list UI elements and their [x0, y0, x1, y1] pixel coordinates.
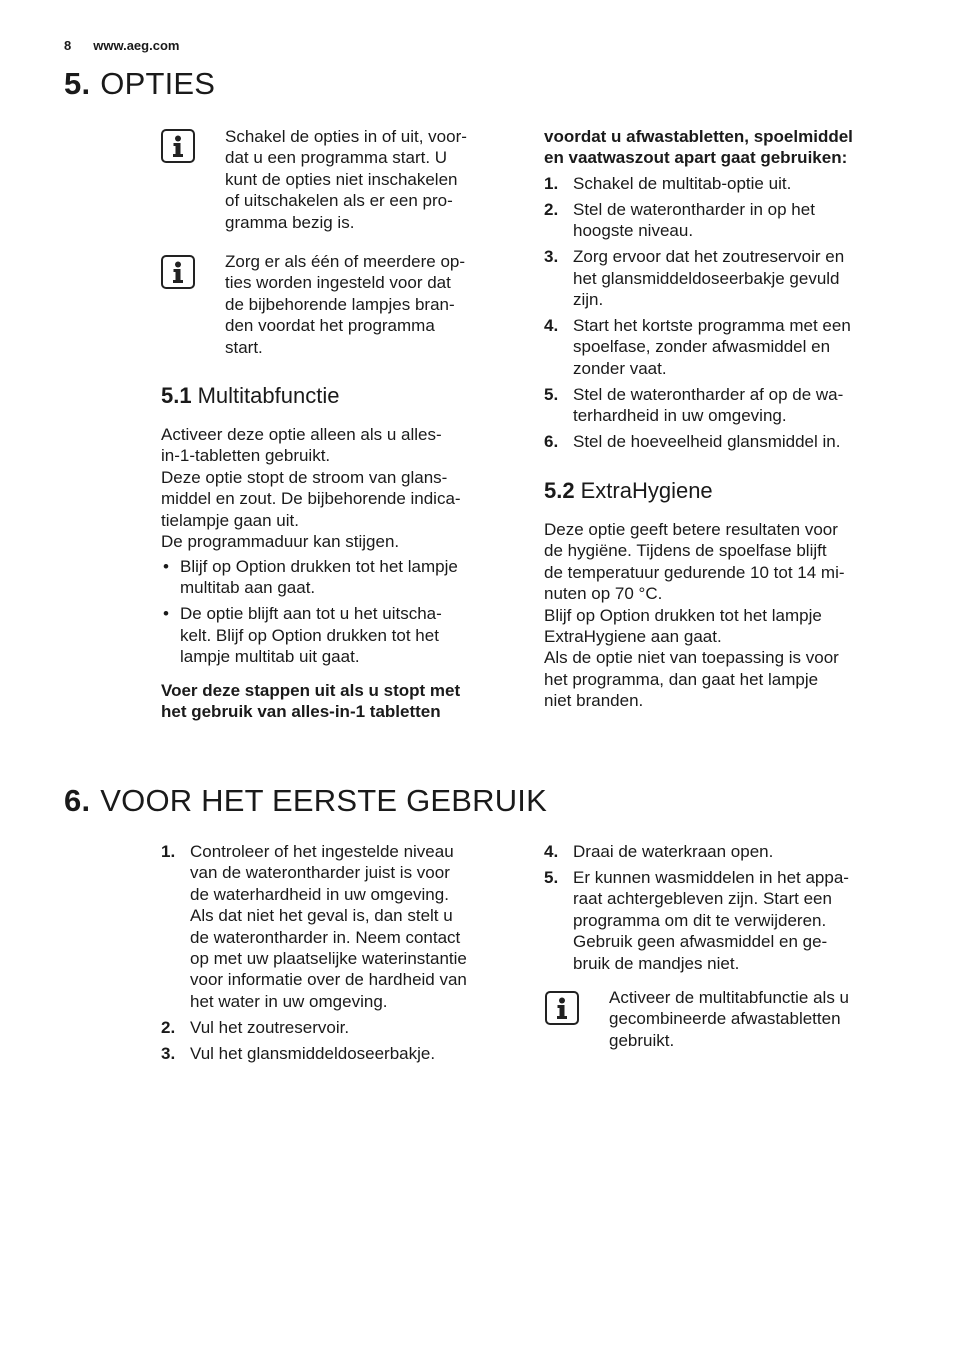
info-icon	[545, 991, 579, 1025]
multitab-bullets	[161, 556, 458, 672]
section-6-heading	[64, 783, 547, 819]
steps-intro-continued: voordat u afwastabletten, spoelmiddel en vaatwaszout apart gaat gebruiken:	[544, 127, 853, 168]
multitab-steps	[544, 173, 851, 457]
list-item: 3. Zorg ervoor dat het zoutreservoir en het glansmiddeldoseerbakje gevuld zijn.	[544, 247, 845, 310]
note-multitab: Activeer de multitabfunctie als u gecombineerde afwastabletten gebruikt.	[609, 988, 850, 1050]
subsection-5-1-heading: 5.1 Multitabfunctie	[161, 383, 340, 408]
subsection-5-2-heading: 5.2 ExtraHygiene	[544, 478, 713, 503]
first-use-steps-left	[161, 841, 467, 1069]
list-item: 4. Start het kortste programma met een spoelfase, zonder afwasmiddel en zonder vaat.	[544, 315, 851, 378]
first-use-steps-right	[544, 841, 849, 978]
list-item: 2. Vul het zoutreservoir.	[161, 1017, 350, 1037]
extrahygiene-description: Deze optie geeft betere resultaten voor de hygiëne. Tijdens de spoelfase blijft de temperatuur gedurende 10 tot 14 mi- nuten op 70 °C. Blijf op Option drukken tot het lampje ExtraHygiene aan gaat. Als de optie niet van toepassing is voor het programma, dan gaat het lampje niet branden.	[544, 520, 845, 711]
list-item: 2. Stel de waterontharder in op het hoogste niveau.	[544, 199, 815, 241]
list-item: • De optie blijft aan tot u het uitscha- kelt. Blijf op Option drukken tot het lampje multitab uit gaat.	[163, 604, 442, 667]
page-number: 8	[64, 38, 72, 53]
steps-intro: Voer deze stappen uit als u stopt met het gebruik van alles-in-1 tabletten	[161, 681, 461, 722]
note-lamps: Zorg er als één of meerdere op- ties worden ingesteld voor dat de bijbehorende lampjes bran- den voordat het programma start.	[225, 252, 466, 357]
list-item: 1. Schakel de multitab-optie uit.	[544, 174, 792, 193]
list-item: 4. Draai de waterkraan open.	[544, 842, 774, 861]
list-item: 6. Stel de hoeveelheid glansmiddel in.	[544, 431, 841, 451]
note-options: Schakel de opties in of uit, voor- dat u een programma start. U kunt de opties niet inschakelen of uitschakelen als er een pro- gramma bezig is.	[225, 127, 467, 232]
list-item: 5. Stel de waterontharder af op de wa- terhardheid in uw omgeving.	[544, 384, 844, 426]
page-header	[64, 38, 179, 53]
list-item: • Blijf op Option drukken tot het lampje multitab aan gaat.	[163, 557, 458, 598]
section-number: 6.	[64, 783, 91, 818]
list-item: 5. Er kunnen wasmiddelen in het appa- raat achtergebleven zijn. Start een programma om dit te verwijderen. Gebruik geen afwasmiddel en ge- bruik de mandjes niet.	[544, 867, 849, 973]
list-item: 1. Controleer of het ingestelde niveau van de waterontharder juist is voor de waterhardheid in uw omgeving. Als dat niet het geval is, dan stelt u de waterontharder in. Neem contact op met uw plaatselijke waterinstantie voor informatie over de hardheid van het water in uw omgeving.	[161, 842, 467, 1011]
info-icon	[161, 255, 195, 289]
list-item: 3. Vul het glansmiddeldoseerbakje.	[161, 1043, 436, 1063]
section-title: VOOR HET EERSTE GEBRUIK	[100, 783, 547, 818]
section-title: OPTIES	[100, 66, 216, 101]
section-5-heading	[64, 66, 215, 102]
site-url: www.aeg.com	[93, 38, 180, 53]
info-icon	[161, 129, 195, 163]
section-number: 5.	[64, 66, 91, 101]
multitab-description: Activeer deze optie alleen als u alles- in-1-tabletten gebruikt. Deze optie stopt de stroom van glans- middel en zout. De bijbehorende indica- tielampje gaan uit. De programmaduur kan stijgen.	[161, 425, 461, 552]
